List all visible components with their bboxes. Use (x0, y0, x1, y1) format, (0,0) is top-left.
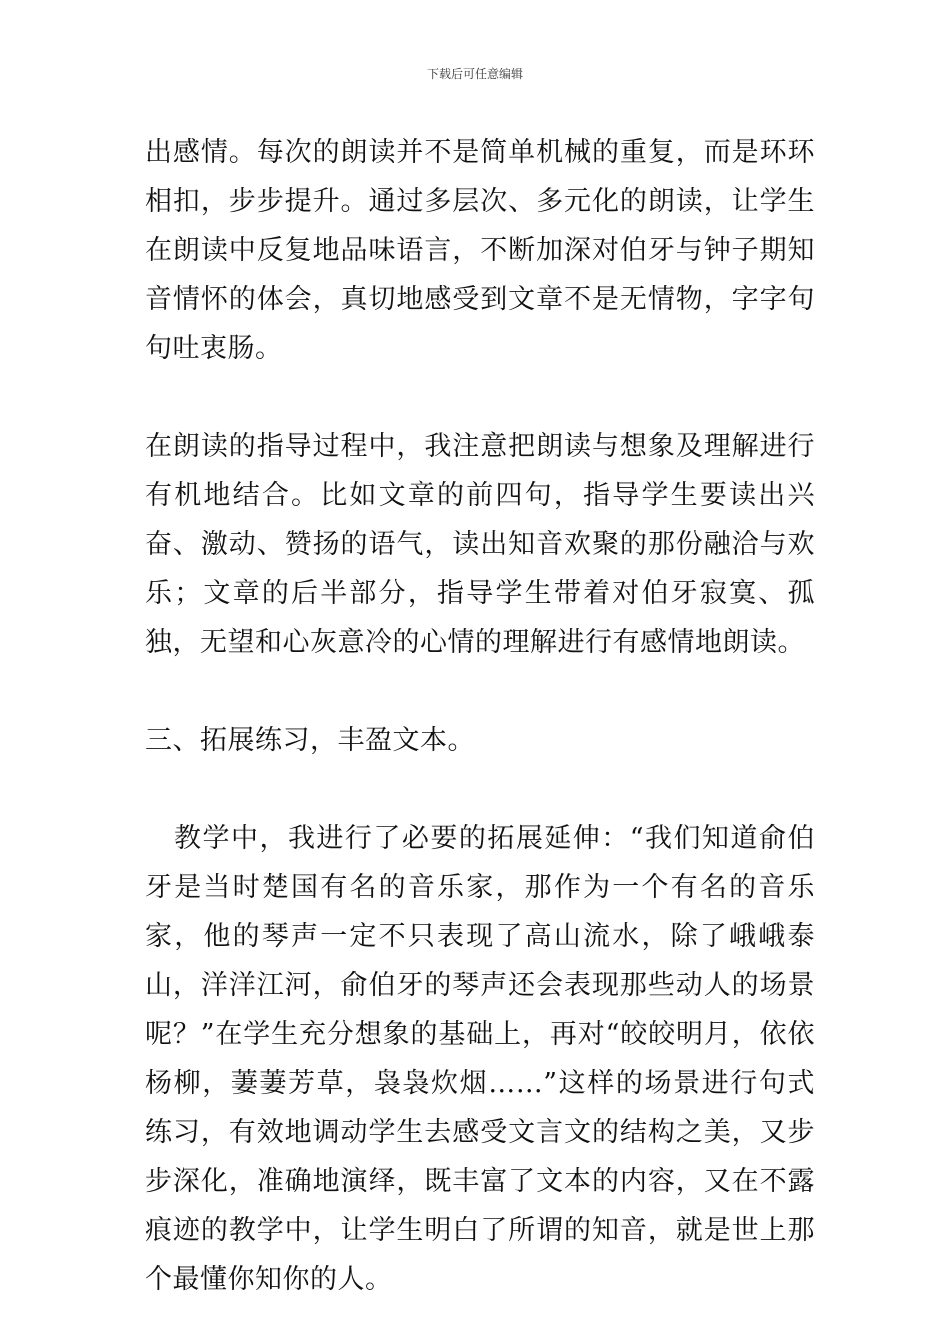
section-heading: 三、拓展练习，丰盈文本。 (145, 725, 475, 756)
paragraph-extension-practice: 教学中，我进行了必要的拓展延伸：“我们知道俞伯牙是当时楚国有名的音乐家，那作为一个有名的音乐家，他的琴声一定不只表现了高山流水，除了峨峨泰山，洋洋江河，俞伯牙的琴声还会表现那些动人的场景呢？”在学生充分想象的基础上，再对“皎皎明月，依依杨柳，萋萋芳草，袅袅炊烟……”这样的场景进行句式练习，有效地调动学生去感受文言文的结构之美，又步步深化，准确地演绎，既丰富了文本的内容，又在不露痕迹的教学中，让学生明白了所谓的知音，就是世上那个最懂你知你的人。 (145, 823, 815, 1295)
paragraph-spacer (145, 667, 815, 716)
paragraph-spacer (145, 373, 815, 422)
paragraph-reading-summary: 出感情。每次的朗读并不是简单机械的重复，而是环环相扣，步步提升。通过多层次、多元化的朗读，让学生在朗读中反复地品味语言，不断加深对伯牙与钟子期知音情怀的体会，真切地感受到文章不是无情物，字字句句吐衷肠。 (145, 137, 815, 364)
paragraph-reading-guidance: 在朗读的指导过程中，我注意把朗读与想象及理解进行有机地结合。比如文章的前四句，指导学生要读出兴奋、激动、赞扬的语气，读出知音欢聚的那份融洽与欢乐；文章的后半部分，指导学生带着对伯牙寂寞、孤独，无望和心灰意冷的心情的理解进行有感情地朗读。 (145, 431, 815, 658)
paragraph-spacer (145, 765, 815, 814)
document-body (145, 128, 815, 1304)
page-header: 下载后可任意编辑 (426, 67, 523, 81)
